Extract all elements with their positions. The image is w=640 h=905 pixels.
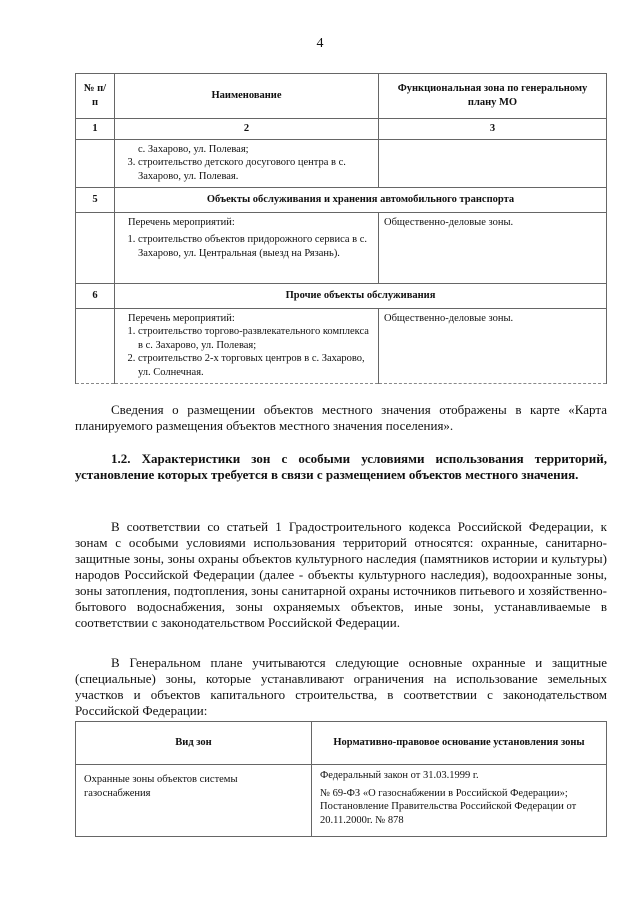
zone-cell: Общественно-деловые зоны.	[379, 308, 607, 383]
table-header-row	[76, 74, 607, 119]
col-header-kind: Вид зон	[76, 722, 312, 765]
list-item: 2. строительство 2-х торговых центров в с. Захарово, ул. Солнечная.	[138, 352, 373, 379]
basis-line: Федеральный закон от 31.03.1999 г.	[320, 770, 479, 781]
table-row	[76, 308, 607, 383]
table-header-num-row	[76, 119, 607, 140]
col-num-1: 1	[76, 119, 115, 140]
measures-intro: Перечень мероприятий:	[128, 312, 235, 324]
page-number: 4	[316, 36, 324, 51]
zone-cell: Общественно-деловые зоны.	[379, 212, 607, 283]
section-title: Объекты обслуживания и хранения автомобильного транспорта	[115, 187, 607, 212]
map-paragraph: Сведения о размещении объектов местного значения отображены в карте «Карта планируемого размещения объектов местного значения поселения».	[75, 402, 607, 433]
section-num: 6	[76, 283, 115, 308]
col-header-zone: Функциональная зона по генеральному плану МО	[379, 74, 607, 119]
zones-table	[75, 721, 607, 837]
genplan-paragraph: В Генеральном плане учитываются следующие основные охранные и защитные (специальные) зоны, которые устанавливают ограничения на использование земельных участков и объектов капитального строительства, в соответствии с законодательством Российской Федерации:	[75, 655, 607, 718]
zones-paragraph: В соответствии со статьей 1 Градостроительного кодекса Российской Федерации, к зонам с особыми условиями использования территорий относятся: охранные, санитарно-защитные зоны, зоны охраны объектов культурного наследия (памятников истории и культуры) народов Российской Федерации (далее - объекты культурного наследия), водоохранные зоны, зоны затопления, подтопления, зоны санитарной охраны источников питьевого и хозяйственно-бытового водоснабжения, зоны охраняемых объектов, иные зоны, устанавливаемые в соответствии с законодательством Российской Федерации.	[75, 519, 607, 630]
section-row-6	[76, 283, 607, 308]
basis-line: № 69-ФЗ «О газоснабжении в Российской Федерации»; Постановление Правительства Российской Федерации от 20.11.2000г. № 878	[320, 787, 577, 826]
section-heading: 1.2. Характеристики зон с особыми условиями использования территорий, установление которых требуется в связи с размещением объектов местного значения.	[75, 451, 607, 482]
section-title: Прочие объекты обслуживания	[115, 283, 607, 308]
measures-intro: Перечень мероприятий:	[128, 216, 235, 228]
cont-line: с. Захарово, ул. Полевая;	[138, 143, 249, 155]
list-item: 1. строительство торгово-развлекательного комплекса в с. Захарово, ул. Полевая;	[138, 325, 373, 352]
table-row	[76, 765, 607, 837]
zone-kind-cell: Охранные зоны объектов системы газоснабжения	[76, 765, 312, 837]
cont-list	[120, 156, 373, 183]
col-header-num: № п/п	[76, 74, 115, 119]
objects-table	[75, 73, 607, 384]
col-header-basis: Нормативно-правовое основание установления зоны	[312, 722, 607, 765]
col-num-3: 3	[379, 119, 607, 140]
list-item: 3. строительство детского досугового центра в с. Захарово, ул. Полевая.	[138, 156, 373, 183]
list-item: 1. строительство объектов придорожного сервиса в с. Захарово, ул. Центральная (выезд на Рязань).	[138, 233, 373, 260]
col-header-name: Наименование	[115, 74, 379, 119]
table-row	[76, 139, 607, 187]
section-num: 5	[76, 187, 115, 212]
table-header-row	[76, 722, 607, 765]
measures-list	[120, 233, 373, 260]
measures-list	[120, 325, 373, 380]
table-row	[76, 212, 607, 283]
col-num-2: 2	[115, 119, 379, 140]
section-row-5	[76, 187, 607, 212]
